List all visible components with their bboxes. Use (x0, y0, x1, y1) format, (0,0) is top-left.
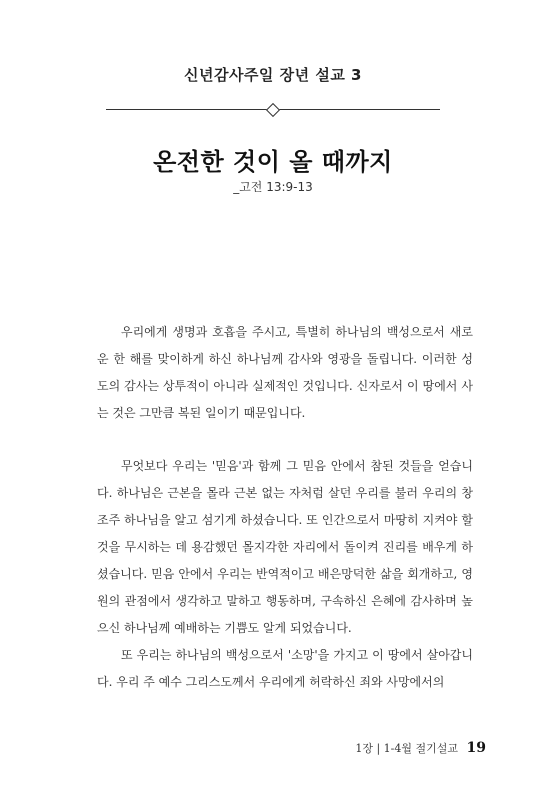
sermon-body (97, 319, 473, 696)
paragraph-2: 무엇보다 우리는 '믿음'과 함께 그 믿음 안에서 참된 것들을 얻습니다. 하나님은 근본을 몰라 근본 없는 자처럼 살던 우리를 불러 우리의 창조주 하나님을 알고 섬기게 하셨습니다. 또 인간으로서 마땅히 지켜야 할 것을 무시하는 데 용감했던 몰지각한 자리에서 돌이켜 진리를 배우게 하셨습니다. 믿음 안에서 우리는 반역적이고 배은망덕한 삶을 회개하고, 영원의 관점에서 생각하고 말하고 행동하며, 구속하신 은혜에 감사하며 높으신 하나님께 예배하는 기쁨도 알게 되었습니다. (97, 459, 473, 635)
footer-chapter: 1장 | 1-4월 절기설교 (355, 742, 459, 755)
paragraph-1: 우리에게 생명과 호흡을 주시고, 특별히 하나님의 백성으로서 새로운 한 해를 맞이하게 하신 하나님께 감사와 영광을 돌립니다. 이러한 성도의 감사는 상투적이 아니라 실제적인 것입니다. 신자로서 이 땅에서 사는 것은 그만큼 복된 일이기 때문입니다. (97, 325, 473, 420)
paragraph-3: 또 우리는 하나님의 백성으로서 '소망'을 가지고 이 땅에서 살아갑니다. 우리 주 예수 그리스도께서 우리에게 허락하신 죄와 사망에서의 (97, 648, 473, 689)
ornament-divider (106, 103, 440, 117)
sermon-title: 온전한 것이 올 때까지 (153, 148, 393, 176)
series-title: 신년감사주일 장년 설교 3 (183, 66, 362, 84)
diamond-icon (266, 103, 280, 117)
scripture-reference: _고전 13:9-13 (233, 180, 313, 194)
page-number: 19 (466, 740, 486, 756)
page-footer (355, 740, 486, 756)
